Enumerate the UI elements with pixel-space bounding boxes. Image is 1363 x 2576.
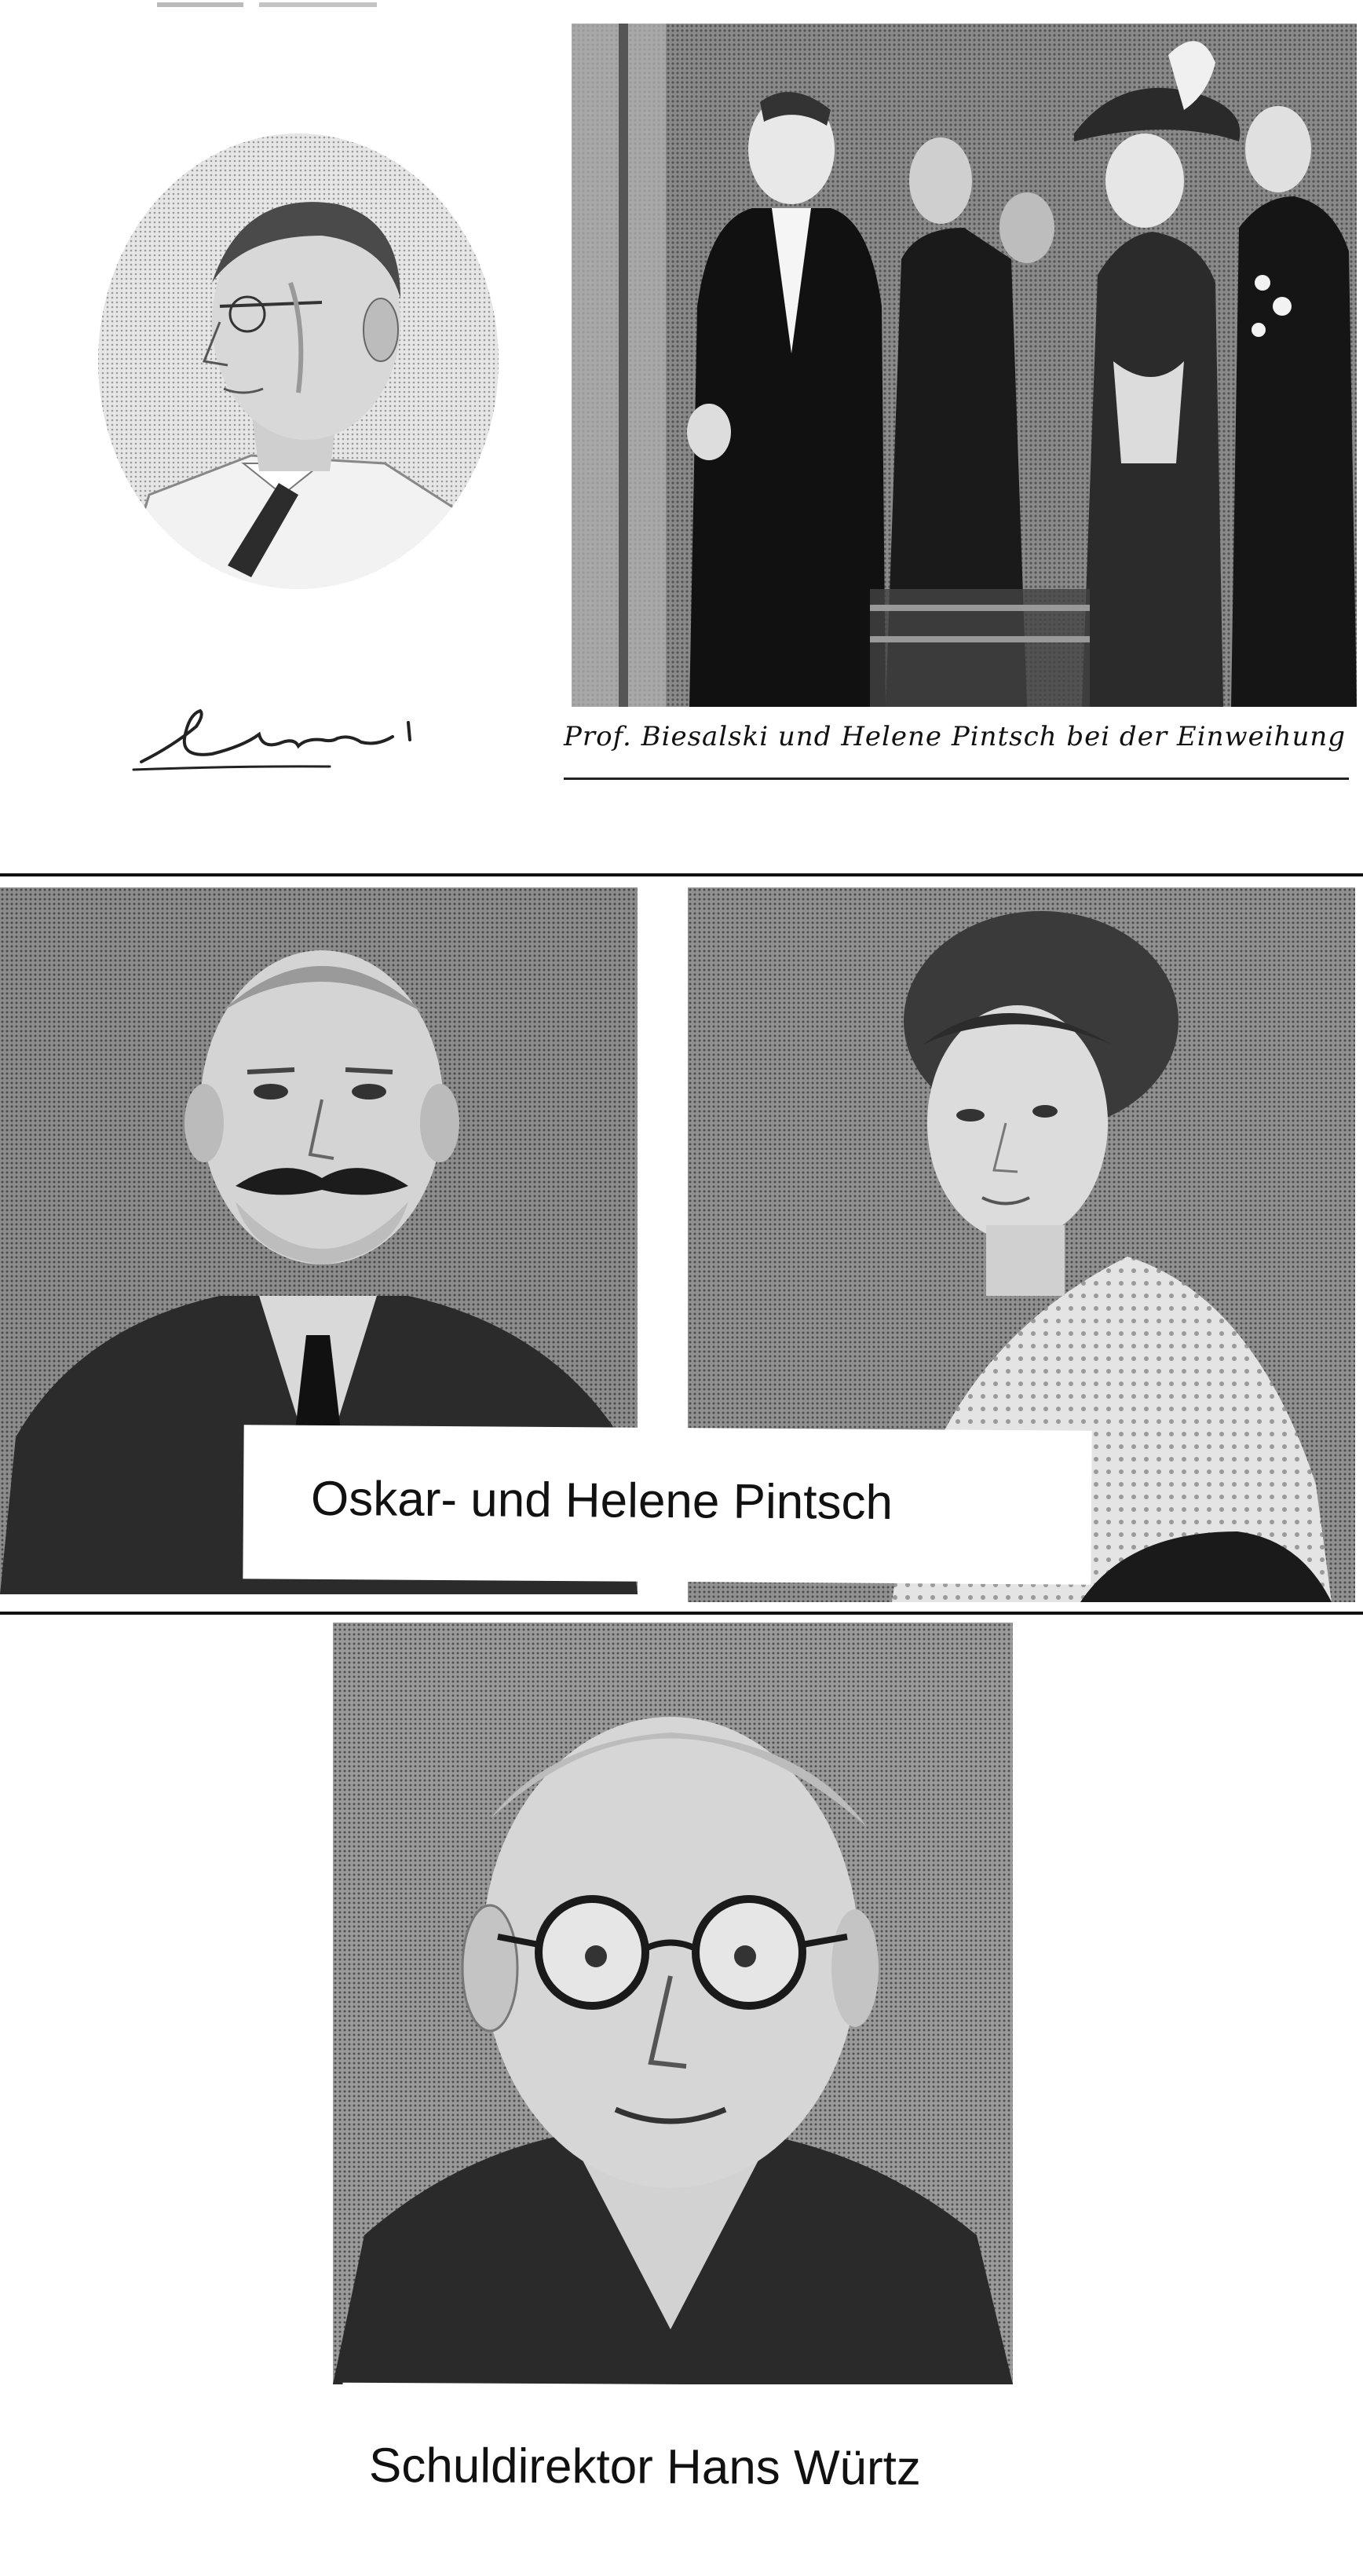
cropped-header-remnant: [149, 0, 432, 11]
inauguration-caption: Prof. Biesalski und Helene Pintsch bei der Einweihung: [564, 721, 1347, 752]
wuertz-label: [342, 2383, 1033, 2549]
caption-underline: [564, 778, 1349, 780]
pintsch-couple-label: [243, 1425, 1091, 1585]
section-divider-top: [0, 873, 1363, 876]
pintsch-couple-label-text: Oskar- und Helene Pintsch: [310, 1471, 893, 1531]
wuertz-label-text: Schuldirektor Hans Würtz: [368, 2438, 922, 2496]
inauguration-group-photo: [572, 24, 1357, 707]
biesalski-oval-portrait: [86, 126, 510, 597]
hans-wuertz-portrait: [333, 1623, 1013, 2384]
section-divider-bottom: [0, 1612, 1363, 1615]
biesalski-signature: [126, 691, 455, 778]
